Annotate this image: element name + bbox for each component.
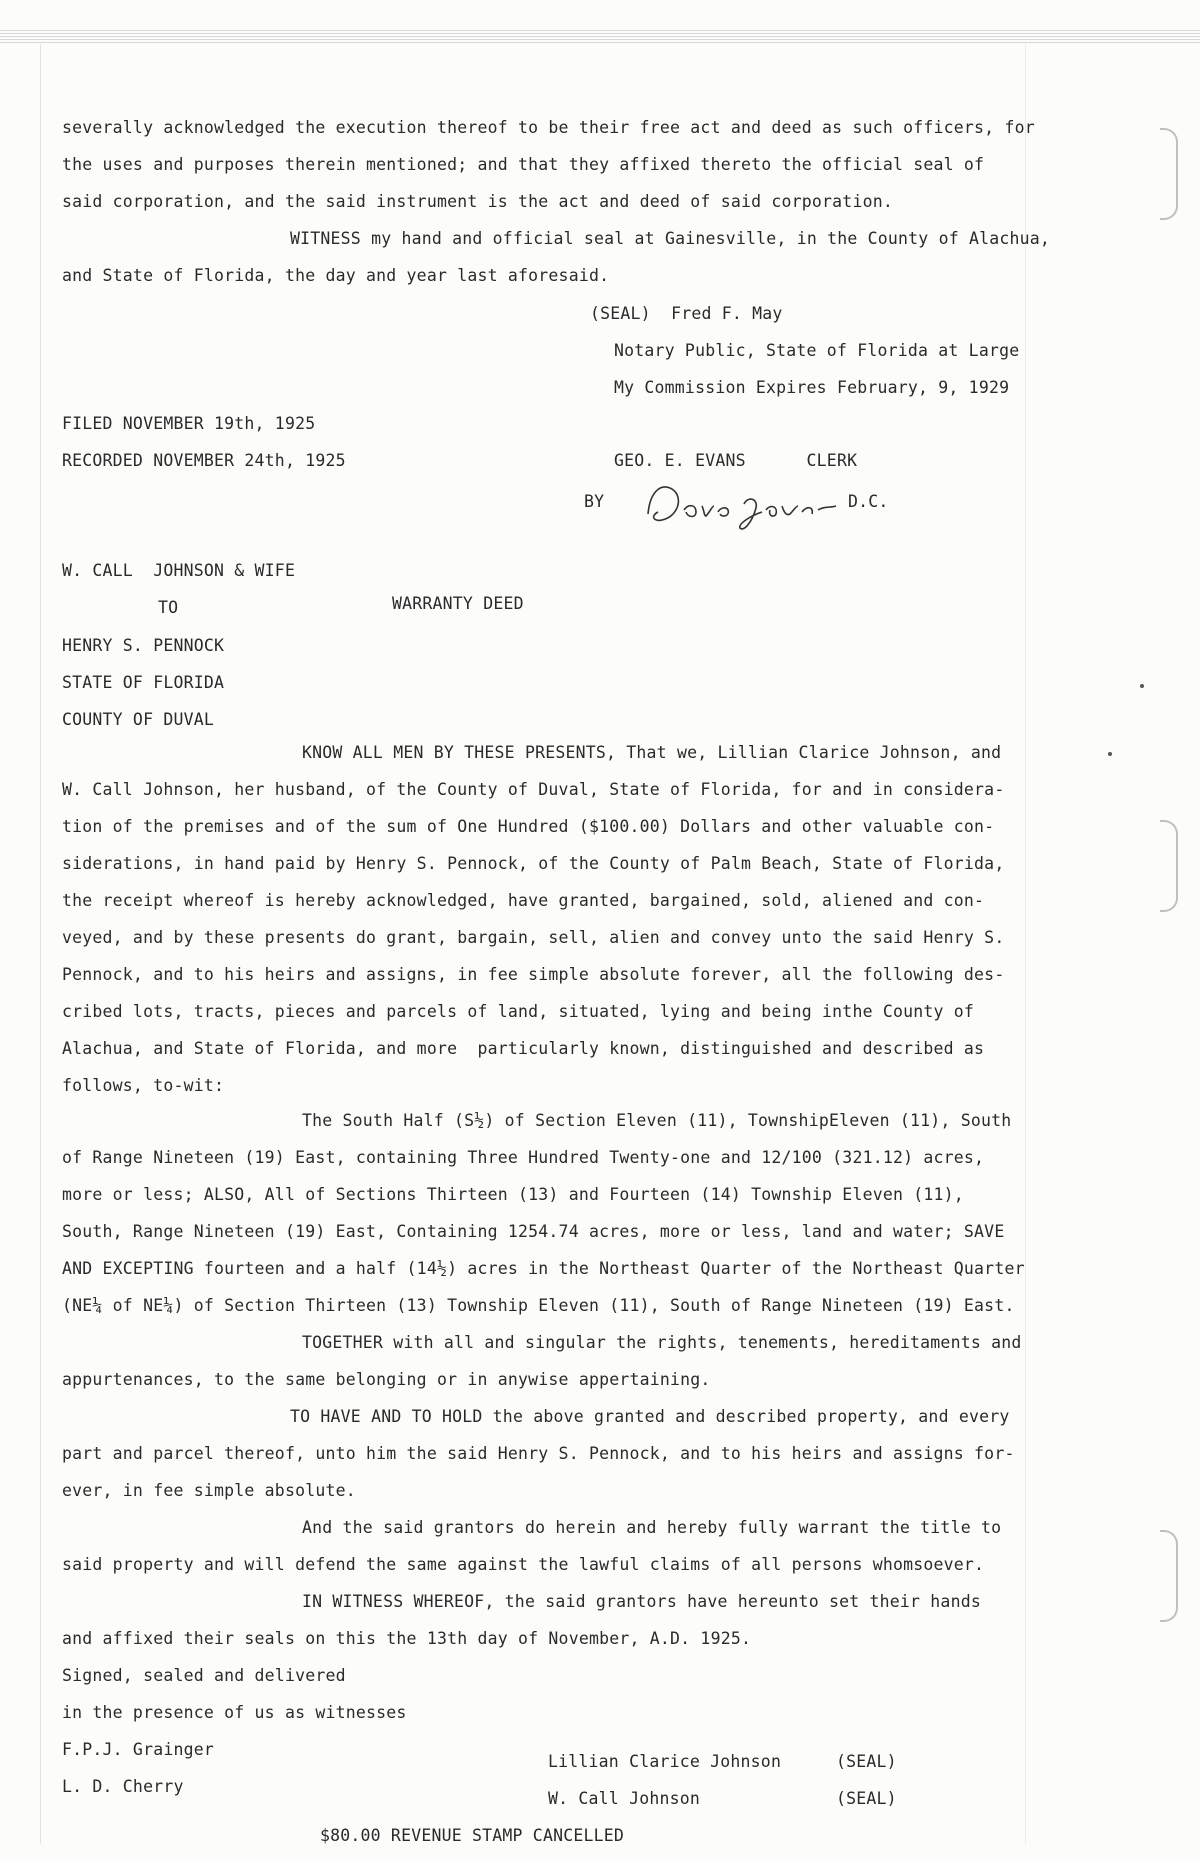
deed-body-line: IN WITNESS WHEREOF, the said grantors have hereunto set their hands — [302, 1592, 981, 1611]
county-heading: COUNTY OF DUVAL — [62, 710, 215, 729]
paper-speck — [1108, 752, 1112, 756]
seal-two: (SEAL) — [836, 1789, 897, 1808]
deed-body-line: And the said grantors do herein and hereby fully warrant the title to — [302, 1518, 1002, 1537]
deed-body-line: W. Call Johnson, her husband, of the County of Duval, State of Florida, for and in considera- — [62, 780, 1005, 799]
top-ruled-border — [0, 30, 1200, 44]
by-label: BY — [584, 492, 605, 511]
grantor-two-signature: W. Call Johnson — [548, 1789, 701, 1808]
grantor-one-signature: Lillian Clarice Johnson — [548, 1752, 782, 1771]
notary-seal-name: (SEAL) Fred F. May — [590, 304, 783, 323]
right-margin-line — [1025, 44, 1026, 1844]
deed-body-line: TO HAVE AND TO HOLD the above granted and described property, and every — [290, 1407, 1010, 1426]
witness-presence-line: in the presence of us as witnesses — [62, 1703, 407, 1722]
deed-body-line: cribed lots, tracts, pieces and parcels of land, situated, lying and being inthe County of — [62, 1002, 975, 1021]
deed-body-line: The South Half (S½) of Section Eleven (11), TownshipEleven (11), South — [302, 1111, 1012, 1130]
witness-two: L. D. Cherry — [62, 1777, 184, 1796]
paper-speck — [1140, 684, 1144, 688]
grantee-heading: HENRY S. PENNOCK — [62, 636, 225, 655]
notary-title: Notary Public, State of Florida at Large — [614, 341, 1020, 360]
deed-body-line: of Range Nineteen (19) East, containing Three Hundred Twenty-one and 12/100 (321.12) acres, — [62, 1148, 985, 1167]
notary-commission: My Commission Expires February, 9, 1929 — [614, 378, 1010, 397]
signed-sealed-line: Signed, sealed and delivered — [62, 1666, 346, 1685]
left-margin-line — [40, 44, 41, 1844]
deed-body-line: TOGETHER with all and singular the rights, tenements, hereditaments and — [302, 1333, 1022, 1352]
to-heading: TO — [158, 598, 179, 617]
deed-body-line: tion of the premises and of the sum of One Hundred ($100.00) Dollars and other valuable con- — [62, 817, 995, 836]
deed-body-line: siderations, in hand paid by Henry S. Pennock, of the County of Palm Beach, State of Florida, — [62, 854, 1005, 873]
deed-body-line: appurtenances, to the same belonging or in anywise appertaining. — [62, 1370, 711, 1389]
deed-body-line: ever, in fee simple absolute. — [62, 1481, 356, 1500]
filed-date: FILED NOVEMBER 19th, 1925 — [62, 414, 316, 433]
deed-body-line: said property and will defend the same against the lawful claims of all persons whomsoever. — [62, 1555, 985, 1574]
ack-line: severally acknowledged the execution thereof to be their free act and deed as such officers, for — [62, 118, 1035, 137]
ack-line: said corporation, and the said instrument is the act and deed of said corporation. — [62, 192, 893, 211]
document-type: WARRANTY DEED — [392, 594, 524, 613]
deed-body-line: follows, to-wit: — [62, 1076, 225, 1095]
grantor-heading: W. CALL JOHNSON & WIFE — [62, 561, 296, 580]
deed-body-line: the receipt whereof is hereby acknowledged, have granted, bargained, sold, aliened and con- — [62, 891, 985, 910]
witness-one: F.P.J. Grainger — [62, 1740, 215, 1759]
ack-line: the uses and purposes therein mentioned; and that they affixed thereto the official seal of — [62, 155, 985, 174]
deed-body-line: South, Range Nineteen (19) East, Containing 1254.74 acres, more or less, land and water; SAVE — [62, 1222, 1005, 1241]
deputy-clerk-label: D.C. — [848, 492, 889, 511]
deed-body-line: KNOW ALL MEN BY THESE PRESENTS, That we, Lillian Clarice Johnson, and — [302, 743, 1002, 762]
binder-hole-mark — [1160, 820, 1178, 912]
seal-one: (SEAL) — [836, 1752, 897, 1771]
deed-body-line: veyed, and by these presents do grant, bargain, sell, alien and convey unto the said Henry S. — [62, 928, 1005, 947]
deed-body-line: AND EXCEPTING fourteen and a half (14½) acres in the Northeast Quarter of the Northeast Quarter — [62, 1259, 1025, 1278]
deed-body-line: more or less; ALSO, All of Sections Thirteen (13) and Fourteen (14) Township Eleven (11), — [62, 1185, 964, 1204]
deed-body-line: part and parcel thereof, unto him the said Henry S. Pennock, and to his heirs and assigns for- — [62, 1444, 1015, 1463]
deed-body-line: and affixed their seals on this the 13th day of November, A.D. 1925. — [62, 1629, 752, 1648]
deed-body-line: Alachua, and State of Florida, and more particularly known, distinguished and described as — [62, 1039, 985, 1058]
state-heading: STATE OF FLORIDA — [62, 673, 225, 692]
ack-line: and State of Florida, the day and year last aforesaid. — [62, 266, 610, 285]
clerk-name: GEO. E. EVANS CLERK — [614, 451, 858, 470]
ack-line: WITNESS my hand and official seal at Gainesville, in the County of Alachua, — [290, 229, 1051, 248]
binder-hole-mark — [1160, 128, 1178, 220]
binder-hole-mark — [1160, 1530, 1178, 1622]
revenue-stamp-note: $80.00 REVENUE STAMP CANCELLED — [320, 1826, 625, 1845]
deputy-clerk-signature — [640, 476, 850, 540]
deed-body-line: Pennock, and to his heirs and assigns, in fee simple absolute forever, all the following des- — [62, 965, 1005, 984]
deed-body-line: (NE¼ of NE¼) of Section Thirteen (13) Township Eleven (11), South of Range Nineteen (19) East. — [62, 1296, 1015, 1315]
recorded-date: RECORDED NOVEMBER 24th, 1925 — [62, 451, 346, 470]
